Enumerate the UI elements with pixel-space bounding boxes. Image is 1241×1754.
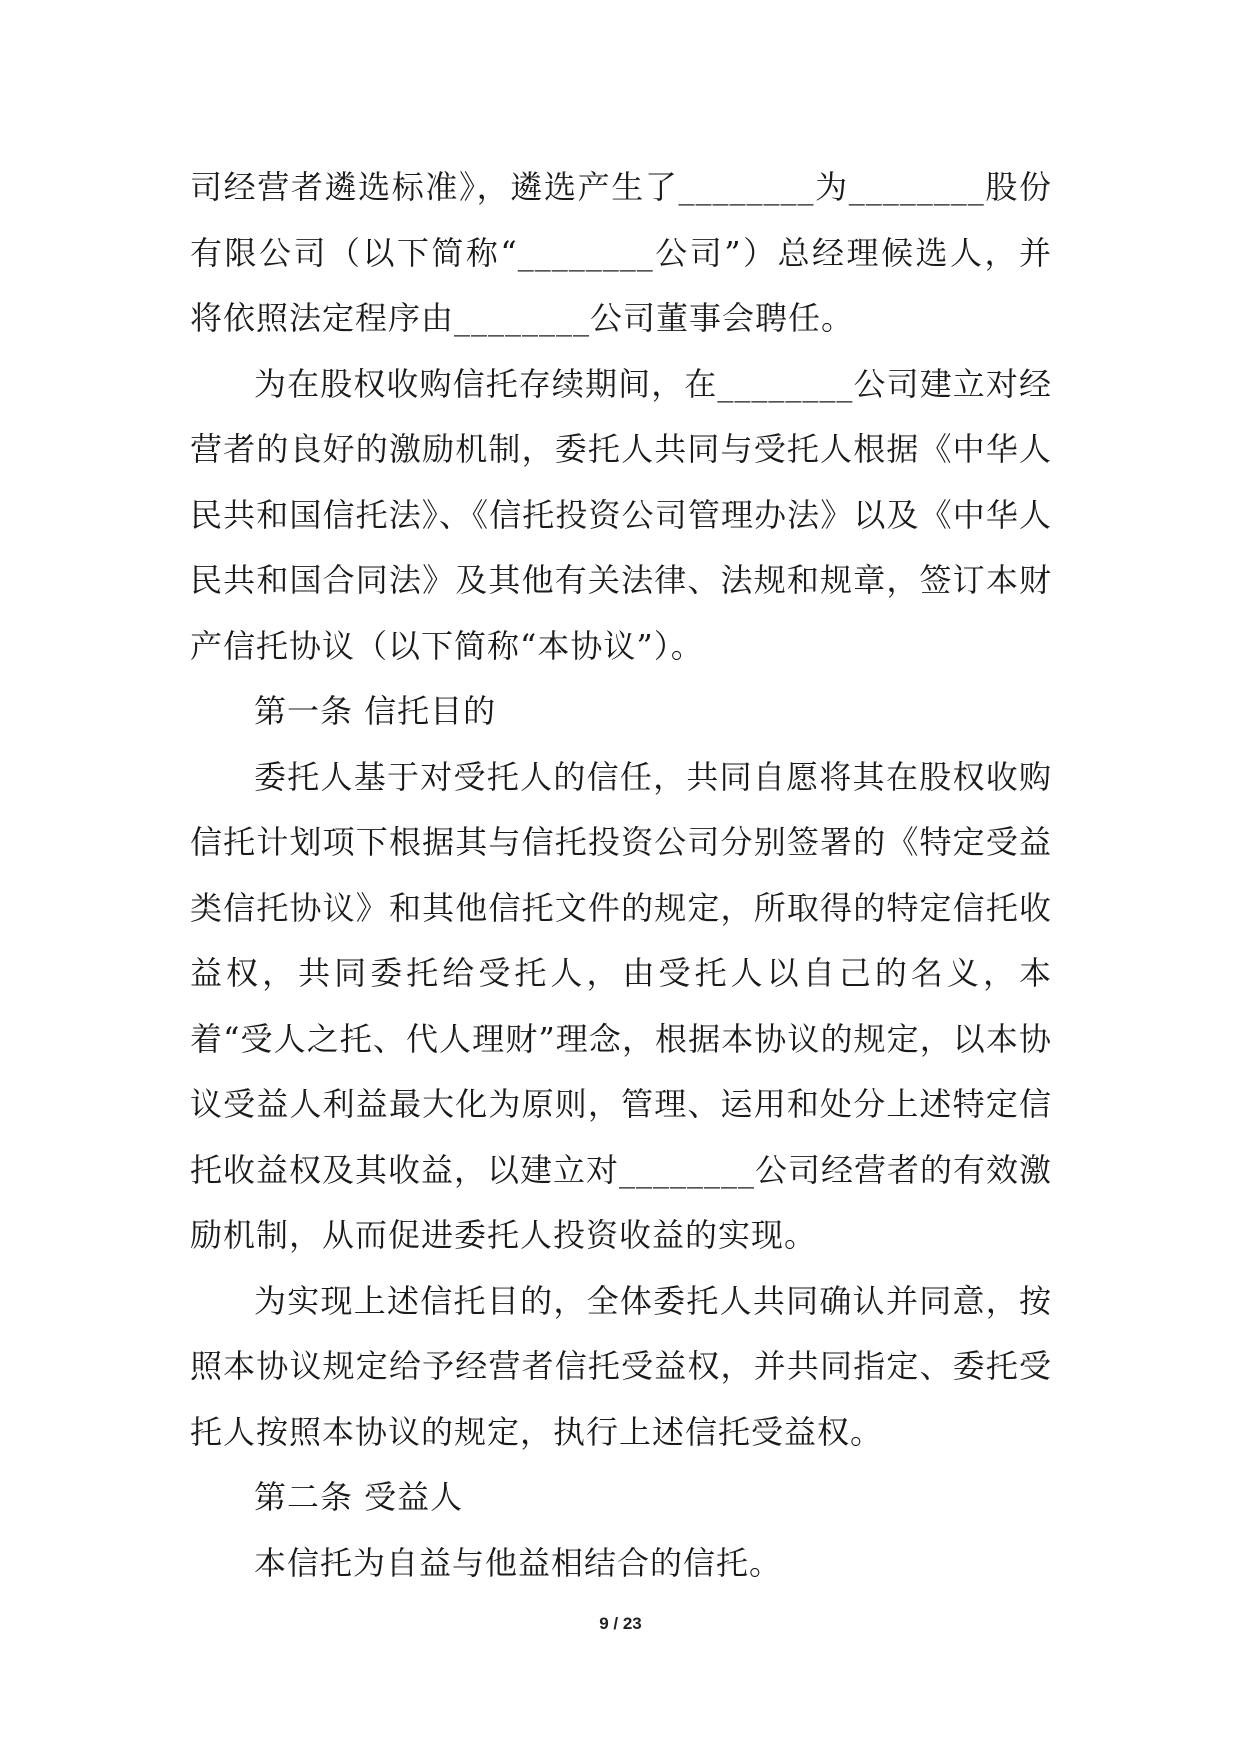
paragraph-preamble: 为在股权收购信托存续期间，在________公司建立对经营者的良好的激励机制，委托人共同与受托人根据《中华人民共和国信托法》、《信托投资公司管理办法》以及《中华人民共和国合同法》及其他有关法律、法规和规章，签订本财产信托协议（以下简称“本协议”）。 <box>190 364 1052 665</box>
document-body <box>190 155 1052 1596</box>
page-number: 9 / 23 <box>599 1614 642 1633</box>
paragraph-continuation: 司经营者遴选标准》，遴选产生了________为________股份有限公司（以下简称“________公司”）总经理候选人，并将依照法定程序由________公司董事会聘任。 <box>190 168 1052 337</box>
article-heading-2: 第二条 受益人 <box>254 1478 464 1516</box>
paragraph-trust-purpose: 委托人基于对受托人的信任，共同自愿将其在股权收购信托计划项下根据其与信托投资公司分别签署的《特定受益类信托协议》和其他信托文件的规定，所取得的特定信托收益权，共同委托给受托人，由受托人以自己的名义，本着“受人之托、代人理财”理念，根据本协议的规定，以本协议受益人利益最大化为原则，管理、运用和处分上述特定信托收益权及其收益，以建立对________公司经营者的有效激励机制，从而促进委托人投资收益的实现。 <box>190 757 1053 1254</box>
paragraph-beneficiary: 本信托为自益与他益相结合的信托。 <box>254 1543 783 1582</box>
article-heading-1: 第一条 信托目的 <box>254 692 497 730</box>
paragraph-confirmation: 为实现上述信托目的，全体委托人共同确认并同意，按照本协议规定给予经营者信托受益权，并共同指定、委托受托人按照本协议的规定，执行上述信托受益权。 <box>190 1281 1052 1451</box>
